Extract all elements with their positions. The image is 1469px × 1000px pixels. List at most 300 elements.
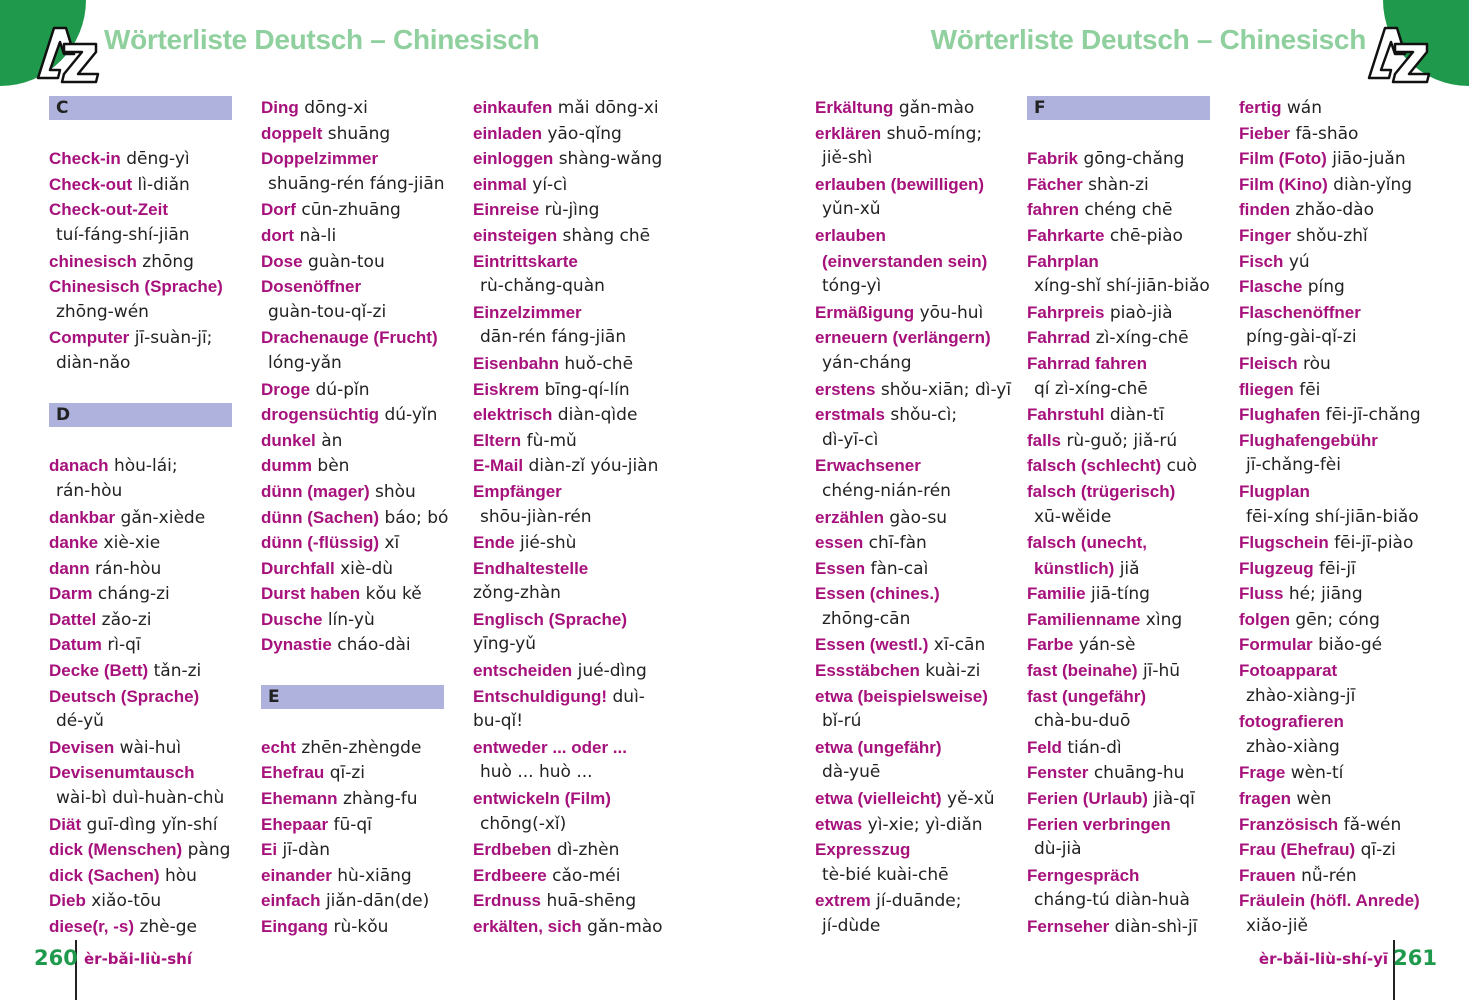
pinyin-translation: xī-cān bbox=[933, 635, 986, 656]
german-term: einfach bbox=[261, 891, 321, 911]
dictionary-entry bbox=[815, 453, 1015, 479]
dictionary-entry bbox=[1027, 530, 1227, 556]
dictionary-entry bbox=[1027, 632, 1227, 658]
german-term: Frau (Ehefrau) bbox=[1239, 840, 1356, 860]
dictionary-entry bbox=[261, 786, 461, 812]
pinyin-translation: báo; bó bbox=[384, 507, 449, 528]
dictionary-entry bbox=[261, 223, 461, 249]
pinyin-translation: chē-piào bbox=[1109, 225, 1183, 246]
german-term: dick (Sachen) bbox=[49, 865, 160, 885]
dictionary-entry bbox=[261, 914, 461, 940]
word-column-3 bbox=[1239, 95, 1439, 940]
dictionary-entry bbox=[49, 249, 249, 275]
german-term: Erdbeben bbox=[473, 840, 552, 860]
pinyin-translation: yú bbox=[1288, 251, 1310, 272]
pinyin-continuation bbox=[49, 709, 249, 735]
dictionary-entry bbox=[815, 249, 1015, 275]
pinyin-translation: dù-jià bbox=[1034, 839, 1082, 860]
dictionary-entry bbox=[1239, 760, 1439, 786]
german-term: Durst haben bbox=[261, 584, 361, 604]
german-term: erstens bbox=[815, 379, 876, 399]
german-term: Essen bbox=[815, 558, 866, 578]
german-term: dumm bbox=[261, 456, 312, 476]
german-term: Darm bbox=[49, 584, 93, 604]
pinyin-translation: yǔn-xǔ bbox=[822, 199, 881, 220]
dictionary-entry bbox=[261, 325, 461, 351]
german-term: Decke (Bett) bbox=[49, 661, 149, 681]
pinyin-continuation bbox=[815, 607, 1015, 633]
pinyin-translation: chōng(-xǐ) bbox=[480, 813, 567, 834]
german-term: falsch (schlecht) bbox=[1027, 456, 1162, 476]
pinyin-translation: zǒng-zhàn bbox=[473, 583, 561, 604]
dictionary-entry bbox=[1239, 223, 1439, 249]
german-term: Entschuldigung! bbox=[473, 686, 608, 706]
pinyin-translation: mǎi dōng-xi bbox=[557, 98, 659, 118]
german-term: Dosenöffner bbox=[261, 277, 362, 297]
pinyin-translation: tǎn-zi bbox=[153, 661, 202, 682]
dictionary-entry bbox=[473, 377, 673, 403]
german-term: Fahrrad bbox=[1027, 328, 1091, 348]
pinyin-translation: píng-gài-qǐ-zi bbox=[1246, 327, 1357, 348]
pinyin-translation: dì-zhèn bbox=[556, 840, 620, 861]
dictionary-entry bbox=[261, 274, 461, 300]
pinyin-continuation bbox=[815, 760, 1015, 786]
dictionary-entry bbox=[473, 197, 673, 223]
dictionary-entry bbox=[1027, 556, 1227, 582]
german-term: falls bbox=[1027, 430, 1062, 450]
page-title: Wörterliste Deutsch – Chinesisch bbox=[930, 24, 1366, 55]
pinyin-translation: gǎn-mào bbox=[587, 917, 663, 937]
dictionary-entry bbox=[261, 888, 461, 914]
german-term: Flugplan bbox=[1239, 481, 1310, 501]
pinyin-translation: zhēn-zhèngde bbox=[301, 737, 422, 758]
dictionary-entry bbox=[473, 530, 673, 556]
section-letter: D bbox=[49, 403, 232, 427]
pinyin-translation: xiè-xie bbox=[103, 533, 161, 554]
german-term: dünn (Sachen) bbox=[261, 507, 380, 527]
dictionary-entry bbox=[473, 172, 673, 198]
german-term: Dose bbox=[261, 251, 303, 271]
german-term: fragen bbox=[1239, 789, 1291, 809]
pinyin-translation: jià-qī bbox=[1153, 789, 1195, 810]
german-term: Droge bbox=[261, 379, 311, 399]
german-term: Film (Kino) bbox=[1239, 174, 1328, 194]
german-term: Dattel bbox=[49, 609, 97, 629]
pinyin-translation: kǒu kě bbox=[365, 584, 422, 605]
german-term: dünn (mager) bbox=[261, 481, 370, 501]
dictionary-entry bbox=[1027, 402, 1227, 428]
german-term: Fleisch bbox=[1239, 353, 1298, 373]
pinyin-translation: shòu bbox=[375, 481, 416, 502]
german-term: etwa (beispielsweise) bbox=[815, 686, 988, 706]
german-term: etwa (vielleicht) bbox=[815, 789, 942, 809]
german-term: Eintrittskarte bbox=[473, 251, 578, 271]
dictionary-entry bbox=[261, 556, 461, 582]
dictionary-entry bbox=[1239, 428, 1439, 454]
pinyin-translation: guàn-tou bbox=[307, 251, 385, 272]
pinyin-translation: shàng-wǎng bbox=[558, 149, 663, 170]
german-term: Eingang bbox=[261, 917, 329, 936]
pinyin-translation: rù-jìng bbox=[544, 200, 600, 221]
german-term: Fernseher bbox=[1027, 917, 1110, 936]
pinyin-translation: xíng-shǐ shí-jiān-biǎo bbox=[1034, 276, 1210, 297]
german-term: diese(r, -s) bbox=[49, 917, 135, 936]
dictionary-entry bbox=[261, 197, 461, 223]
german-term: Ehefrau bbox=[261, 763, 325, 783]
dictionary-entry bbox=[1027, 453, 1227, 479]
german-term: einladen bbox=[473, 123, 542, 143]
pinyin-translation: jiāo-juǎn bbox=[1332, 149, 1406, 170]
german-term: Ferien (Urlaub) bbox=[1027, 789, 1148, 809]
german-term: fast (beinahe) bbox=[1027, 661, 1138, 681]
pinyin-translation: dé-yǔ bbox=[56, 711, 104, 732]
dictionary-entry bbox=[261, 760, 461, 786]
pinyin-translation: guī-dìng yǐn-shí bbox=[86, 814, 218, 835]
pinyin-translation: chà-bu-duō bbox=[1034, 711, 1131, 732]
dictionary-entry bbox=[1239, 146, 1439, 172]
pinyin-translation: zhè-ge bbox=[139, 917, 197, 937]
german-term: finden bbox=[1239, 200, 1290, 220]
dictionary-entry bbox=[1027, 735, 1227, 761]
dictionary-entry bbox=[815, 172, 1015, 198]
dictionary-entry bbox=[815, 95, 1015, 121]
pinyin-translation: fēi-jī-chǎng bbox=[1325, 405, 1421, 426]
dictionary-entry bbox=[49, 914, 249, 940]
pinyin-translation: qī-zi bbox=[1360, 840, 1396, 861]
german-term: Essen (chines.) bbox=[815, 584, 940, 604]
pinyin-continuation bbox=[473, 709, 673, 735]
german-term: essen bbox=[815, 533, 864, 553]
pinyin-translation: fēi bbox=[1299, 379, 1321, 400]
german-term: extrem bbox=[815, 891, 871, 911]
pinyin-translation: gǎn-mào bbox=[898, 98, 975, 118]
pinyin-translation: diàn-nǎo bbox=[56, 352, 131, 373]
german-term: falsch (trügerisch) bbox=[1027, 481, 1176, 501]
pinyin-translation: dì-yī-cì bbox=[822, 429, 879, 450]
pinyin-continuation bbox=[1239, 735, 1439, 761]
pinyin-translation: rù-chǎng-quàn bbox=[480, 276, 605, 297]
dictionary-entry bbox=[49, 863, 249, 889]
pinyin-translation: jī-suàn-jī; bbox=[134, 328, 213, 349]
dictionary-entry bbox=[1239, 888, 1439, 914]
german-term: dunkel bbox=[261, 430, 316, 450]
german-term: folgen bbox=[1239, 609, 1290, 629]
pinyin-continuation bbox=[1239, 453, 1439, 479]
german-term: Fahrstuhl bbox=[1027, 405, 1105, 425]
word-column-2 bbox=[261, 95, 461, 940]
german-term: Flaschenöffner bbox=[1239, 302, 1361, 322]
pinyin-translation: fū-qī bbox=[333, 814, 372, 835]
dictionary-entry bbox=[473, 249, 673, 275]
pinyin-translation: piaò-jià bbox=[1109, 302, 1173, 323]
pinyin-continuation bbox=[815, 428, 1015, 454]
dictionary-entry bbox=[815, 581, 1015, 607]
german-term: falsch (unecht, bbox=[1027, 533, 1147, 553]
german-term: etwa (ungefähr) bbox=[815, 737, 942, 757]
dictionary-entry bbox=[473, 479, 673, 505]
german-term: erkälten, sich bbox=[473, 917, 582, 936]
pinyin-translation: bīng-qí-lín bbox=[544, 379, 630, 400]
pinyin-translation: fǎ-wén bbox=[1343, 814, 1402, 835]
german-term: Computer bbox=[49, 328, 130, 348]
pinyin-translation: yì-xie; yì-diǎn bbox=[867, 814, 983, 835]
german-term: Diät bbox=[49, 814, 82, 834]
german-term: Dynastie bbox=[261, 635, 332, 655]
dictionary-entry bbox=[473, 428, 673, 454]
pinyin-continuation bbox=[815, 914, 1015, 940]
german-term: Fieber bbox=[1239, 123, 1291, 143]
dictionary-entry bbox=[815, 505, 1015, 531]
german-term: Eisenbahn bbox=[473, 353, 559, 373]
pinyin-translation: zhǎo-dào bbox=[1295, 200, 1374, 221]
pinyin-translation: lóng-yǎn bbox=[268, 352, 342, 373]
german-term: fast (ungefähr) bbox=[1027, 686, 1146, 706]
pinyin-translation: zì-xíng-chē bbox=[1095, 328, 1189, 349]
dictionary-entry bbox=[261, 95, 461, 121]
german-term: Fisch bbox=[1239, 251, 1284, 271]
german-term: Erwachsener bbox=[815, 456, 921, 476]
pinyin-translation: bu-qǐ! bbox=[473, 711, 524, 732]
german-term: Fotoapparat bbox=[1239, 661, 1338, 681]
german-term: Flugzeug bbox=[1239, 558, 1314, 578]
dictionary-entry bbox=[1027, 351, 1227, 377]
german-term: Devisen bbox=[49, 737, 115, 757]
dictionary-entry bbox=[473, 453, 673, 479]
pinyin-translation: zhōng bbox=[142, 251, 194, 272]
dictionary-entry bbox=[1027, 479, 1227, 505]
pinyin-translation: zhōng-cān bbox=[822, 608, 911, 629]
pinyin-translation: diàn-shì-jī bbox=[1114, 917, 1198, 937]
letter-section-header bbox=[49, 95, 249, 121]
dictionary-entry bbox=[261, 505, 461, 531]
german-term: Fenster bbox=[1027, 763, 1089, 783]
german-term: Devisenumtausch bbox=[49, 763, 195, 783]
german-term: Doppelzimmer bbox=[261, 149, 379, 169]
pinyin-continuation bbox=[1239, 325, 1439, 351]
pinyin-translation: fēi-jī bbox=[1319, 558, 1356, 579]
dictionary-entry bbox=[1239, 172, 1439, 198]
pinyin-translation: bèn bbox=[317, 456, 350, 477]
german-term: Französisch bbox=[1239, 814, 1339, 834]
pinyin-continuation bbox=[815, 709, 1015, 735]
dictionary-entry bbox=[815, 684, 1015, 710]
german-term: Eltern bbox=[473, 430, 522, 450]
dictionary-entry bbox=[473, 786, 673, 812]
dictionary-entry bbox=[473, 556, 673, 582]
pinyin-continuation bbox=[1027, 888, 1227, 914]
pinyin-translation: huǒ-chē bbox=[564, 353, 634, 374]
dictionary-entry bbox=[815, 888, 1015, 914]
dictionary-entry bbox=[1027, 581, 1227, 607]
german-term: einloggen bbox=[473, 149, 554, 169]
dictionary-entry bbox=[261, 863, 461, 889]
pinyin-translation: tóng-yì bbox=[822, 276, 882, 297]
page-number: 260 bbox=[34, 946, 78, 970]
pinyin-translation: qī-zi bbox=[329, 763, 365, 784]
pinyin-translation: jī-dàn bbox=[282, 840, 331, 861]
dictionary-entry bbox=[815, 377, 1015, 403]
section-letter: E bbox=[261, 685, 444, 709]
pinyin-translation: yě-xǔ bbox=[947, 789, 995, 810]
pinyin-translation: rù-kǒu bbox=[333, 917, 389, 937]
spacer bbox=[261, 709, 461, 735]
dictionary-entry bbox=[815, 837, 1015, 863]
pinyin-translation: kuài-zi bbox=[925, 661, 981, 682]
pinyin-translation: rì-qī bbox=[107, 635, 141, 656]
dictionary-entry bbox=[473, 121, 673, 147]
page-number-pinyin: èr-bǎi-liù-shí bbox=[84, 950, 192, 968]
german-term: Flughafengebühr bbox=[1239, 430, 1378, 450]
german-term: danke bbox=[49, 533, 99, 553]
dictionary-entry bbox=[473, 607, 673, 633]
german-term: Fluss bbox=[1239, 584, 1284, 604]
german-term: Dorf bbox=[261, 200, 296, 220]
dictionary-entry bbox=[49, 684, 249, 710]
left-page bbox=[0, 0, 700, 1000]
dictionary-entry bbox=[261, 581, 461, 607]
pinyin-continuation bbox=[473, 325, 673, 351]
pinyin-translation: jiǎn-dān(de) bbox=[325, 891, 430, 912]
german-term: Check-out-Zeit bbox=[49, 200, 168, 220]
pinyin-continuation bbox=[473, 812, 673, 838]
dictionary-entry bbox=[473, 351, 673, 377]
pinyin-translation: diàn-qìde bbox=[557, 405, 638, 426]
pinyin-translation: jī-hū bbox=[1142, 661, 1181, 682]
pinyin-translation: pàng bbox=[187, 840, 231, 861]
pinyin-translation: huò ... huò ... bbox=[480, 762, 593, 783]
german-term: Ehemann bbox=[261, 789, 338, 809]
pinyin-translation: shǒu-xiān; dì-yī bbox=[880, 379, 1012, 400]
german-term: Englisch (Sprache) bbox=[473, 609, 627, 629]
pinyin-continuation bbox=[49, 351, 249, 377]
pinyin-translation: shuāng bbox=[327, 123, 391, 144]
pinyin-translation: shàn-zi bbox=[1088, 174, 1149, 195]
dictionary-entry bbox=[261, 121, 461, 147]
dictionary-entry bbox=[1239, 274, 1439, 300]
pinyin-translation: hòu-lái; bbox=[113, 456, 178, 477]
dictionary-entry bbox=[49, 632, 249, 658]
pinyin-translation: chéng-nián-rén bbox=[822, 480, 951, 501]
pinyin-translation: dà-yuē bbox=[822, 762, 881, 783]
dictionary-entry bbox=[473, 146, 673, 172]
pinyin-translation: jué-dìng bbox=[577, 661, 647, 682]
dictionary-entry bbox=[1239, 402, 1439, 428]
dictionary-entry bbox=[473, 684, 673, 710]
dictionary-entry bbox=[261, 812, 461, 838]
dictionary-entry bbox=[49, 607, 249, 633]
german-term: E-Mail bbox=[473, 456, 524, 476]
az-icon bbox=[34, 22, 100, 84]
dictionary-entry bbox=[1027, 223, 1227, 249]
dictionary-entry bbox=[815, 325, 1015, 351]
pinyin-translation: tuí-fáng-shí-jiān bbox=[56, 224, 190, 245]
german-term: Formular bbox=[1239, 635, 1313, 655]
pinyin-continuation bbox=[49, 479, 249, 505]
german-term: Farbe bbox=[1027, 635, 1074, 655]
dictionary-entry bbox=[473, 300, 673, 326]
pinyin-continuation bbox=[261, 172, 461, 198]
dictionary-entry bbox=[815, 632, 1015, 658]
dictionary-entry bbox=[473, 888, 673, 914]
dictionary-entry bbox=[473, 223, 673, 249]
german-term: fertig bbox=[1239, 98, 1282, 117]
pinyin-translation: diàn-tī bbox=[1109, 405, 1165, 426]
dictionary-entry bbox=[1239, 607, 1439, 633]
german-term: Ende bbox=[473, 533, 515, 553]
pinyin-continuation bbox=[1027, 505, 1227, 531]
dictionary-entry bbox=[49, 760, 249, 786]
german-term: einkaufen bbox=[473, 98, 553, 117]
page-title: Wörterliste Deutsch – Chinesisch bbox=[104, 24, 540, 55]
pinyin-translation: zhàng-fu bbox=[342, 789, 418, 810]
pinyin-continuation bbox=[815, 274, 1015, 300]
pinyin-continuation bbox=[815, 146, 1015, 172]
pinyin-translation: lì-diǎn bbox=[137, 174, 190, 195]
pinyin-translation: shuāng-rén fáng-jiān bbox=[268, 173, 445, 194]
pinyin-translation: yán-sè bbox=[1078, 635, 1136, 656]
german-term: Familie bbox=[1027, 584, 1086, 604]
dictionary-entry bbox=[1027, 249, 1227, 275]
dictionary-entry bbox=[1027, 684, 1227, 710]
word-column-1 bbox=[49, 95, 249, 940]
german-term: erlauben bbox=[815, 225, 886, 245]
pinyin-translation: yōu-huì bbox=[919, 302, 984, 323]
pinyin-translation: hù-xiāng bbox=[337, 865, 412, 886]
german-term: Essen (westl.) bbox=[815, 635, 929, 655]
german-term: echt bbox=[261, 737, 296, 757]
dictionary-entry bbox=[49, 505, 249, 531]
german-term: erzählen bbox=[815, 507, 884, 527]
german-term: Eiskrem bbox=[473, 379, 540, 399]
german-term: Expresszug bbox=[815, 840, 911, 860]
german-term: einsteigen bbox=[473, 225, 558, 245]
dictionary-entry bbox=[473, 837, 673, 863]
pinyin-translation: fēi-xíng shí-jiān-biǎo bbox=[1246, 506, 1419, 527]
pinyin-translation: xìng bbox=[1145, 609, 1183, 630]
dictionary-entry bbox=[1239, 632, 1439, 658]
dictionary-entry bbox=[49, 581, 249, 607]
german-term: Dieb bbox=[49, 891, 86, 911]
dictionary-entry bbox=[261, 632, 461, 658]
pinyin-continuation bbox=[1027, 837, 1227, 863]
az-icon bbox=[1365, 22, 1431, 84]
dictionary-entry bbox=[261, 837, 461, 863]
dictionary-entry bbox=[1239, 556, 1439, 582]
dictionary-entry bbox=[1239, 658, 1439, 684]
pinyin-translation: jí-dùde bbox=[822, 916, 881, 936]
german-term: Ehepaar bbox=[261, 814, 329, 834]
pinyin-translation: dēng-yì bbox=[126, 149, 190, 170]
pinyin-translation: yīng-yǔ bbox=[473, 634, 537, 655]
pinyin-translation: diàn-zǐ yóu-jiàn bbox=[528, 456, 659, 477]
dictionary-entry bbox=[1239, 479, 1439, 505]
dictionary-entry bbox=[1027, 812, 1227, 838]
pinyin-continuation bbox=[261, 300, 461, 326]
pinyin-continuation bbox=[1239, 505, 1439, 531]
pinyin-translation: fù-mǔ bbox=[526, 430, 577, 451]
german-term: Familienname bbox=[1027, 609, 1141, 629]
german-term: (einverstanden sein) bbox=[822, 251, 988, 271]
dictionary-entry bbox=[1239, 351, 1439, 377]
german-term: Check-in bbox=[49, 149, 121, 169]
pinyin-translation: tè-bié kuài-chē bbox=[822, 864, 949, 885]
pinyin-translation: xiè-dù bbox=[340, 558, 394, 579]
dictionary-entry bbox=[1027, 658, 1227, 684]
pinyin-translation: wèn-tí bbox=[1290, 763, 1344, 784]
dictionary-entry bbox=[1239, 300, 1439, 326]
pinyin-translation: bǐ-rú bbox=[822, 711, 862, 732]
spacer bbox=[49, 428, 249, 454]
